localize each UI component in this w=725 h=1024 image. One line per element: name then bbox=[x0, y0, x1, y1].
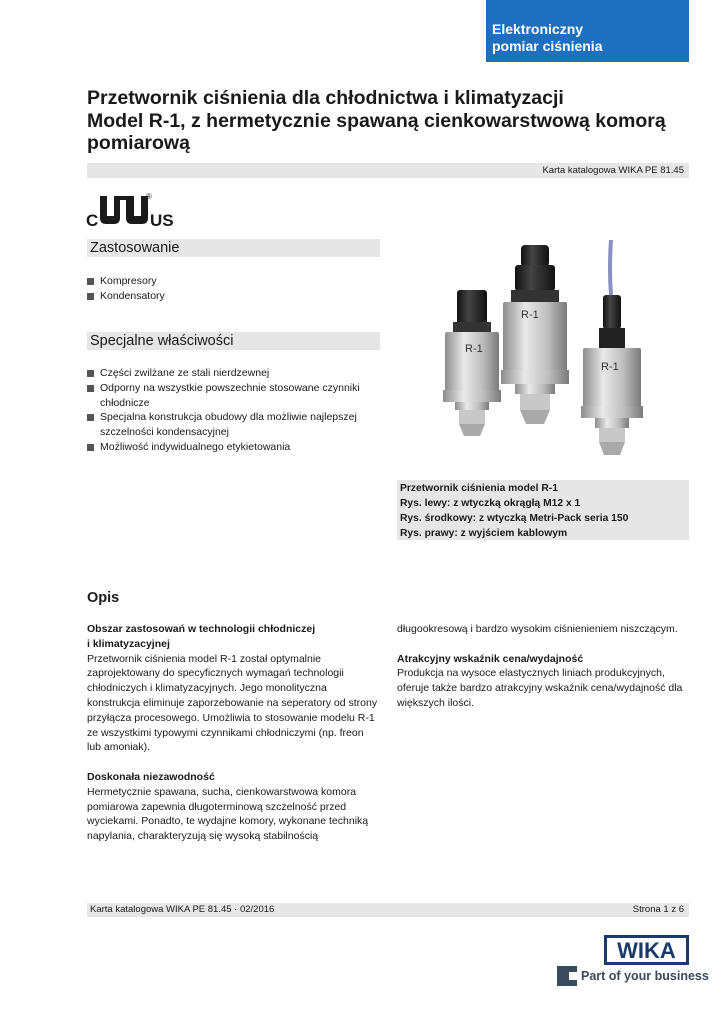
culus-certification-icon bbox=[86, 190, 186, 230]
logo-text: WIKA bbox=[617, 938, 676, 963]
subheading-reliability: Doskonała niezawodność bbox=[87, 770, 215, 783]
footer-catalog-info: Karta katalogowa WIKA PE 81.45 · 02/2016 bbox=[90, 904, 275, 915]
cert-us: US bbox=[150, 211, 174, 230]
image-caption bbox=[397, 480, 689, 540]
subheading-application: Obszar zastosowań w technologii chłodniczej i klimatyzacyjnej bbox=[87, 623, 316, 650]
application-list bbox=[87, 274, 377, 304]
catalog-reference: Karta katalogowa WIKA PE 81.45 bbox=[87, 163, 689, 178]
section-heading-zastosowanie: Zastosowanie bbox=[87, 239, 380, 257]
paragraph-application: Przetwornik ciśnienia model R-1 został optymalnie zaprojektowany do specyficznych wymagań technologii chłodniczych i klimatyzacyjnych. Jego monolityczna konstrukcja eliminuje zaporzebowanie na seperatory od strony przyłącza procesowego. Umożliwia to stosowanie modelu R-1 ze wszystkimi typowymi czynnikami chłodniczymi (np. freon lub amoniak). bbox=[87, 652, 378, 754]
tagline-text: Part of your business bbox=[581, 969, 709, 983]
title-line-3: pomiarową bbox=[87, 132, 190, 154]
category-line-2: pomiar ciśnienia bbox=[492, 38, 603, 54]
page-number: Strona 1 z 6 bbox=[632, 904, 684, 915]
cert-reg: ® bbox=[146, 192, 152, 201]
page-title bbox=[87, 87, 707, 155]
section-heading-wlasciwosci: Specjalne właściwości bbox=[87, 332, 380, 350]
caption-line-1: Przetwornik ciśnienia model R-1 bbox=[400, 483, 558, 494]
title-line-2: Model R-1, z hermetycznie spawaną cienkowarstwową komorą bbox=[87, 109, 666, 132]
list-item: Możliwość indywidualnego etykietowania bbox=[87, 440, 379, 455]
transmitter-right bbox=[581, 240, 643, 455]
list-item: Kompresory bbox=[87, 274, 377, 289]
tagline bbox=[557, 966, 709, 986]
features-list bbox=[87, 366, 379, 455]
transmitter-left bbox=[443, 290, 501, 436]
section-heading-opis: Opis bbox=[87, 590, 120, 606]
left-model-label: R-1 bbox=[465, 343, 483, 355]
paragraph-price-performance: Produkcja na wysoce elastycznych liniach produkcyjnych, oferuje także bardzo atrakcyjny wskaźnik cena/wydajność dla większych ilości. bbox=[397, 667, 683, 709]
list-item: Kondensatory bbox=[87, 289, 377, 304]
caption-line-4: Rys. prawy: z wyjściem kablowym bbox=[400, 528, 568, 539]
description-left-column bbox=[87, 622, 379, 859]
transmitter-center bbox=[501, 245, 569, 424]
caption-line-3: Rys. środkowy: z wtyczką Metri-Pack seria 150 bbox=[400, 513, 629, 524]
footer bbox=[87, 903, 689, 917]
category-box bbox=[486, 0, 689, 62]
list-item: Odporny na wszystkie powszechnie stosowane czynniki chłodnicze bbox=[87, 381, 379, 411]
title-line-1: Przetwornik ciśnienia dla chłodnictwa i klimatyzacji bbox=[87, 87, 564, 109]
paragraph-reliability: Hermetycznie spawana, sucha, cienkowarstwowa komora pomiarowa zapewnia długoterminową szczelność przed wyciekami. Ponadto, te wydajne komory, wykonane techniką napylania, charakteryzują się wysoką stabilnością bbox=[87, 785, 369, 843]
category-line-1: Elektroniczny bbox=[492, 21, 584, 37]
wika-logo bbox=[604, 934, 689, 966]
tagline-mark-icon bbox=[557, 966, 579, 986]
list-item: Specjalna konstrukcja obudowy dla możliwie najlepszej szczelności kondensacyjnej bbox=[87, 410, 379, 440]
right-model-label: R-1 bbox=[601, 361, 619, 373]
description-right-column bbox=[397, 622, 689, 726]
subheading-price-performance: Atrakcyjny wskaźnik cena/wydajność bbox=[397, 652, 584, 665]
paragraph-reliability-continued: długookresową i bardzo wysokim ciśnienieniem niszczącym. bbox=[397, 623, 678, 635]
center-model-label: R-1 bbox=[521, 309, 539, 321]
cert-c: C bbox=[86, 211, 99, 230]
list-item: Części zwilżane ze stali nierdzewnej bbox=[87, 366, 379, 381]
product-image bbox=[425, 240, 685, 465]
caption-line-2: Rys. lewy: z wtyczką okrągłą M12 x 1 bbox=[400, 498, 581, 509]
